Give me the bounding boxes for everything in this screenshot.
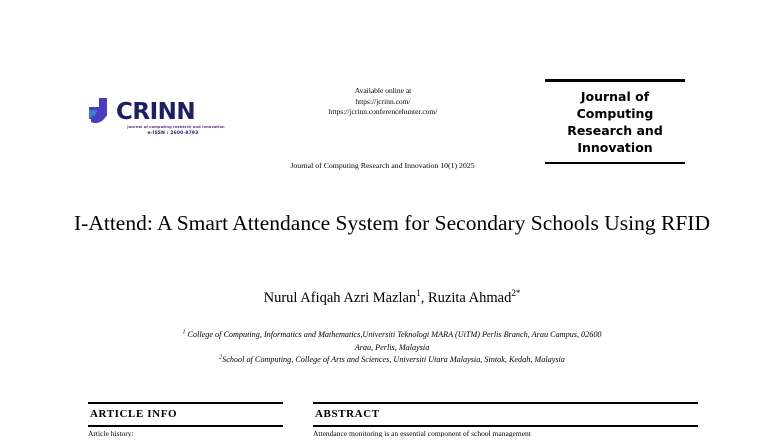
journal-box-line-4: Innovation: [577, 140, 653, 155]
logo-tagline: Journal of computing research and innovation: [127, 125, 225, 129]
journal-citation: Journal of Computing Research and Innovation 10(1) 2025: [290, 161, 475, 170]
available-online-block: [248, 86, 518, 118]
journal-url-primary[interactable]: https://jcrinn.com/: [355, 96, 411, 106]
available-online-label: Available online at: [354, 86, 412, 95]
author-affiliation-marker-2: 2*: [511, 288, 521, 299]
paper-title: [62, 208, 722, 239]
jcrinn-logo: [88, 98, 238, 136]
affiliation-marker-1: 1: [182, 329, 186, 336]
affiliation-2-text-line-1: School of Computing, College of Arts and Sciences, Universiti Utara Malaysia, Sintok, Kedah, Malaysia: [222, 355, 565, 365]
journal-url-secondary[interactable]: https://jcrinn.conferencehunter.com/: [328, 107, 438, 116]
journal-box-line-2: Computing: [576, 106, 654, 121]
affiliation-1-line-1: [72, 329, 712, 342]
journal-box-line-1: Journal of: [580, 89, 650, 104]
abstract-body: Attendance monitoring is an essential component of school management: [313, 429, 531, 437]
journal-title-box: [545, 79, 685, 164]
logo-row: [88, 98, 238, 124]
affiliation-1-line-2: Arau, Perlis, Malaysia: [354, 342, 430, 352]
article-info-heading: ARTICLE INFO: [90, 408, 178, 420]
article-info-body: Article history:: [88, 429, 134, 437]
affiliation-1-text-line-1: College of Computing, Informatics and Mathematics,Universiti Teknologi MARA (UiTM) Perlis Branch, Arau Campus, 02600: [185, 330, 602, 339]
article-info-column: [88, 402, 283, 437]
masthead: [0, 0, 784, 190]
paper-title-line-1: I-Attend: A Smart Attendance System for Secondary Schools: [74, 211, 599, 235]
abstract-heading: ABSTRACT: [315, 408, 380, 420]
author-name-2: Ruzita Ahmad: [428, 290, 512, 306]
jcrinn-j-logo-icon: [88, 98, 114, 124]
article-sections: [0, 402, 784, 441]
author-affiliation-marker-1: 1: [416, 288, 421, 299]
author-separator: ,: [420, 290, 428, 306]
author-name-1: Nurul Afiqah Azri Mazlan: [263, 290, 417, 306]
author-list: [62, 288, 722, 308]
affiliation-2-line-1: [72, 354, 712, 367]
affiliation-marker-2: 2: [219, 354, 223, 361]
affiliation-list: [72, 329, 712, 367]
logo-wordmark: CRINN: [116, 99, 196, 125]
journal-box-line-3: Research and: [567, 123, 663, 138]
paper-title-line-2: Using RFID: [604, 211, 710, 235]
abstract-column: [313, 402, 698, 437]
logo-issn: e-ISSN : 2600-8793: [147, 131, 199, 136]
